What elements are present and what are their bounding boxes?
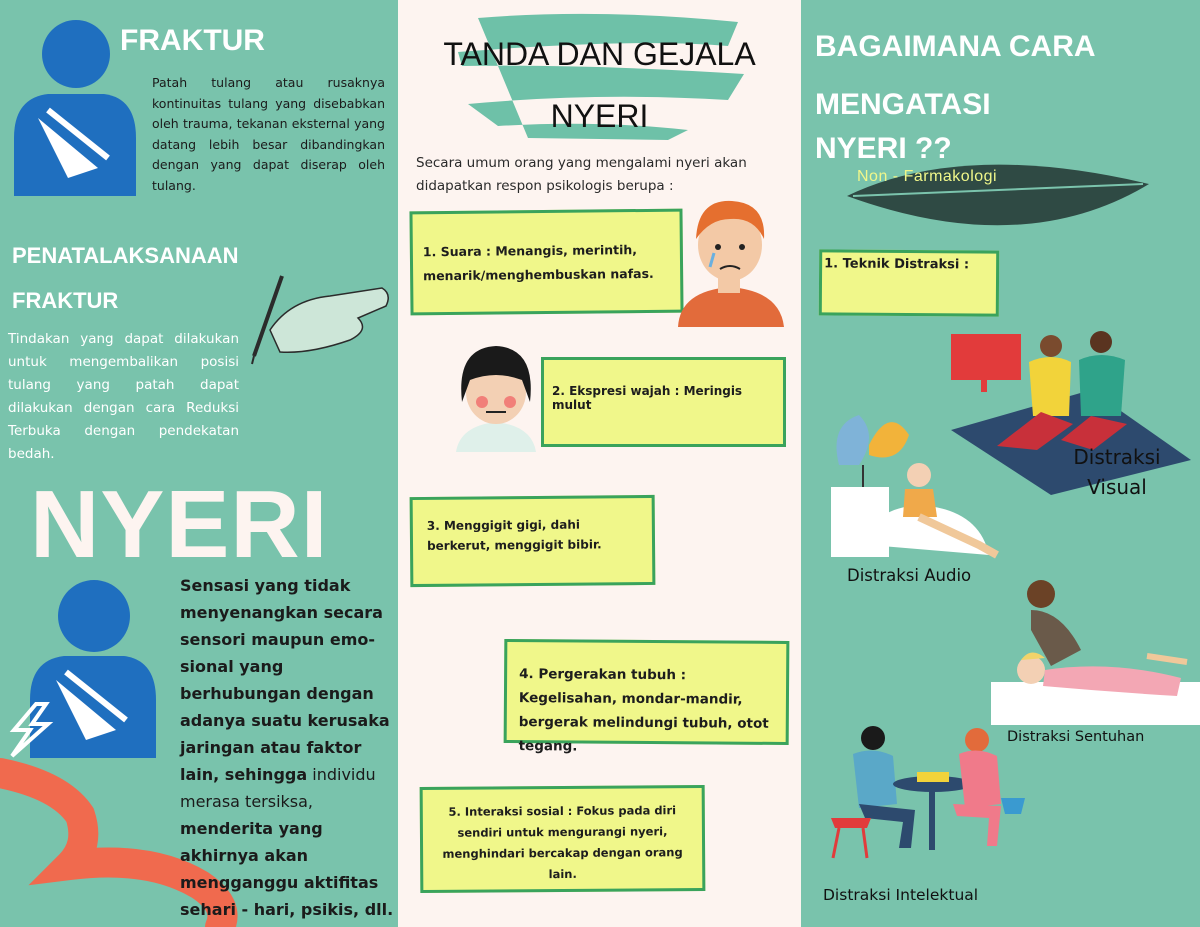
teknik-distraksi-box: 1. Teknik Distraksi : <box>819 249 999 316</box>
nyeri-title: NYERI <box>30 471 329 578</box>
penatalaksanaan-title-2: FRAKTUR <box>12 288 119 313</box>
nyeri-definition-part-2: individu merasa tersiksa, <box>180 765 376 811</box>
nyeri-definition <box>180 572 395 923</box>
board-game-illustration <box>825 718 1045 863</box>
nyeri-question-title: NYERI ?? <box>815 132 952 165</box>
symptom-box-5: 5. Interaksi sosial : Fokus pada diri sendiri untuk mengurangi nyeri, menghindari bercakap dengan orang lain. <box>420 785 706 893</box>
symptom-box-3: 3. Menggigit gigi, dahi berkerut, menggigit bibir. <box>410 495 656 587</box>
penatalaksanaan-title: PENATALAKSANAAN <box>12 243 239 268</box>
distraksi-audio-label: Distraksi Audio <box>847 566 972 585</box>
leaf-banner <box>843 150 1153 240</box>
arm-sling-person-icon <box>8 18 138 196</box>
nyeri-definition-part-3: menderita yang akhirnya akan mengganggu aktifitas sehari - hari, psikis, dll. <box>180 819 394 919</box>
right-panel <box>801 0 1200 927</box>
grimacing-girl-illustration <box>446 340 546 452</box>
symptom-box-2: 2. Ekspresi wajah : Meringis mulut <box>541 357 786 447</box>
distraksi-visual-label: Distraksi Visual <box>1073 445 1161 499</box>
fraktur-definition: Patah tulang atau rusaknya kontinuitas tulang yang disebabkan oleh trauma, tekanan eksternal yang datang lebih besar dibandingkan dengan yang dapat diserap oleh tulang. <box>152 75 385 193</box>
massage-illustration <box>991 570 1200 725</box>
distraksi-intelektual-label: Distraksi Intelektual <box>823 886 979 904</box>
middle-panel <box>398 0 801 927</box>
bagaimana-title: BAGAIMANA CARA <box>815 30 1096 63</box>
distraksi-sentuhan-label: Distraksi Sentuhan <box>1007 729 1145 745</box>
symptom-box-1: 1. Suara : Menangis, merintih, menarik/menghembuskan nafas. <box>409 209 683 316</box>
listening-old-man-illustration <box>809 405 1009 560</box>
hand-writing-icon <box>250 270 395 365</box>
non-farmakologi-label: Non - Farmakologi <box>857 168 998 185</box>
lightning-icon <box>4 700 64 760</box>
fraktur-title: FRAKTUR <box>120 24 265 57</box>
mengatasi-title: MENGATASI <box>815 88 991 121</box>
tanda-gejala-title-2: NYERI <box>550 98 649 134</box>
nyeri-definition-part-1: Sensasi yang tidak menyenangkan secara sensori maupun emo-sional yang berhubungan dengan adanya suatu kerusaka jaringan atau faktor lain, sehingga <box>180 576 390 784</box>
left-panel <box>0 0 398 927</box>
intro-text: Secara umum orang yang mengalami nyeri akan didapatkan respon psikologis berupa : <box>416 155 747 194</box>
penatalaksanaan-text: Tindakan yang dapat dilakukan untuk mengembalikan posisi tulang yang patah dapat dilakukan dengan cara Reduksi Terbuka dengan pendekatan bedah. <box>8 331 239 462</box>
crying-man-illustration <box>670 195 790 327</box>
symptom-box-4: 4. Pergerakan tubuh : Kegelisahan, mondar-mandir, bergerak melindungi tubuh, otot tegang. <box>504 639 790 745</box>
tanda-gejala-title: TANDA DAN GEJALA <box>443 36 756 72</box>
